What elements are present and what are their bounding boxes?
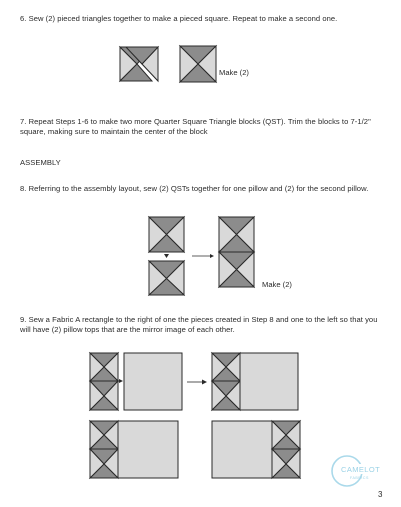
step-6-instructions: 6. Sew (2) pieced triangles together to make a pieced square. Repeat to make a second one. — [20, 14, 338, 23]
camelot-fabrics-logo — [330, 454, 381, 488]
step-7-instructions: 7. Repeat Steps 1-6 to make two more Quarter Square Triangle blocks (QST). Trim the blocks to 7-1/2" square, making sure to maintain the center of the block — [20, 117, 371, 136]
step-6-make-label: Make (2) — [219, 68, 249, 77]
step-9-pillow-top-left-variant — [89, 420, 181, 480]
step-9-arrow — [187, 378, 209, 386]
step-9-instructions: 9. Sew a Fabric A rectangle to the right of one the pieces created in Step 8 and one to the left so that you will have (2) pillow tops that are the mirror image of each other. — [20, 315, 378, 334]
step-6-pieced-square — [180, 46, 216, 82]
logo-sub: FABRICS — [350, 476, 369, 480]
step-9-pillow-top-right-rectangle — [89, 352, 185, 412]
step-9-pillow-top-mirror — [211, 420, 303, 480]
assembly-heading: ASSEMBLY — [20, 158, 61, 167]
step-9-joined-pillow-top — [211, 352, 301, 412]
step-8-instructions: 8. Referring to the assembly layout, sew (2) QSTs together for one pillow and (2) for the second pillow. — [20, 184, 369, 193]
page-number: 3 — [378, 490, 383, 499]
logo-brand: CAMELOT — [341, 465, 381, 474]
step-6-pieced-triangles — [118, 45, 160, 83]
step-8-make-label: Make (2) — [262, 280, 292, 289]
step-8-assembly-diagram — [148, 216, 258, 296]
